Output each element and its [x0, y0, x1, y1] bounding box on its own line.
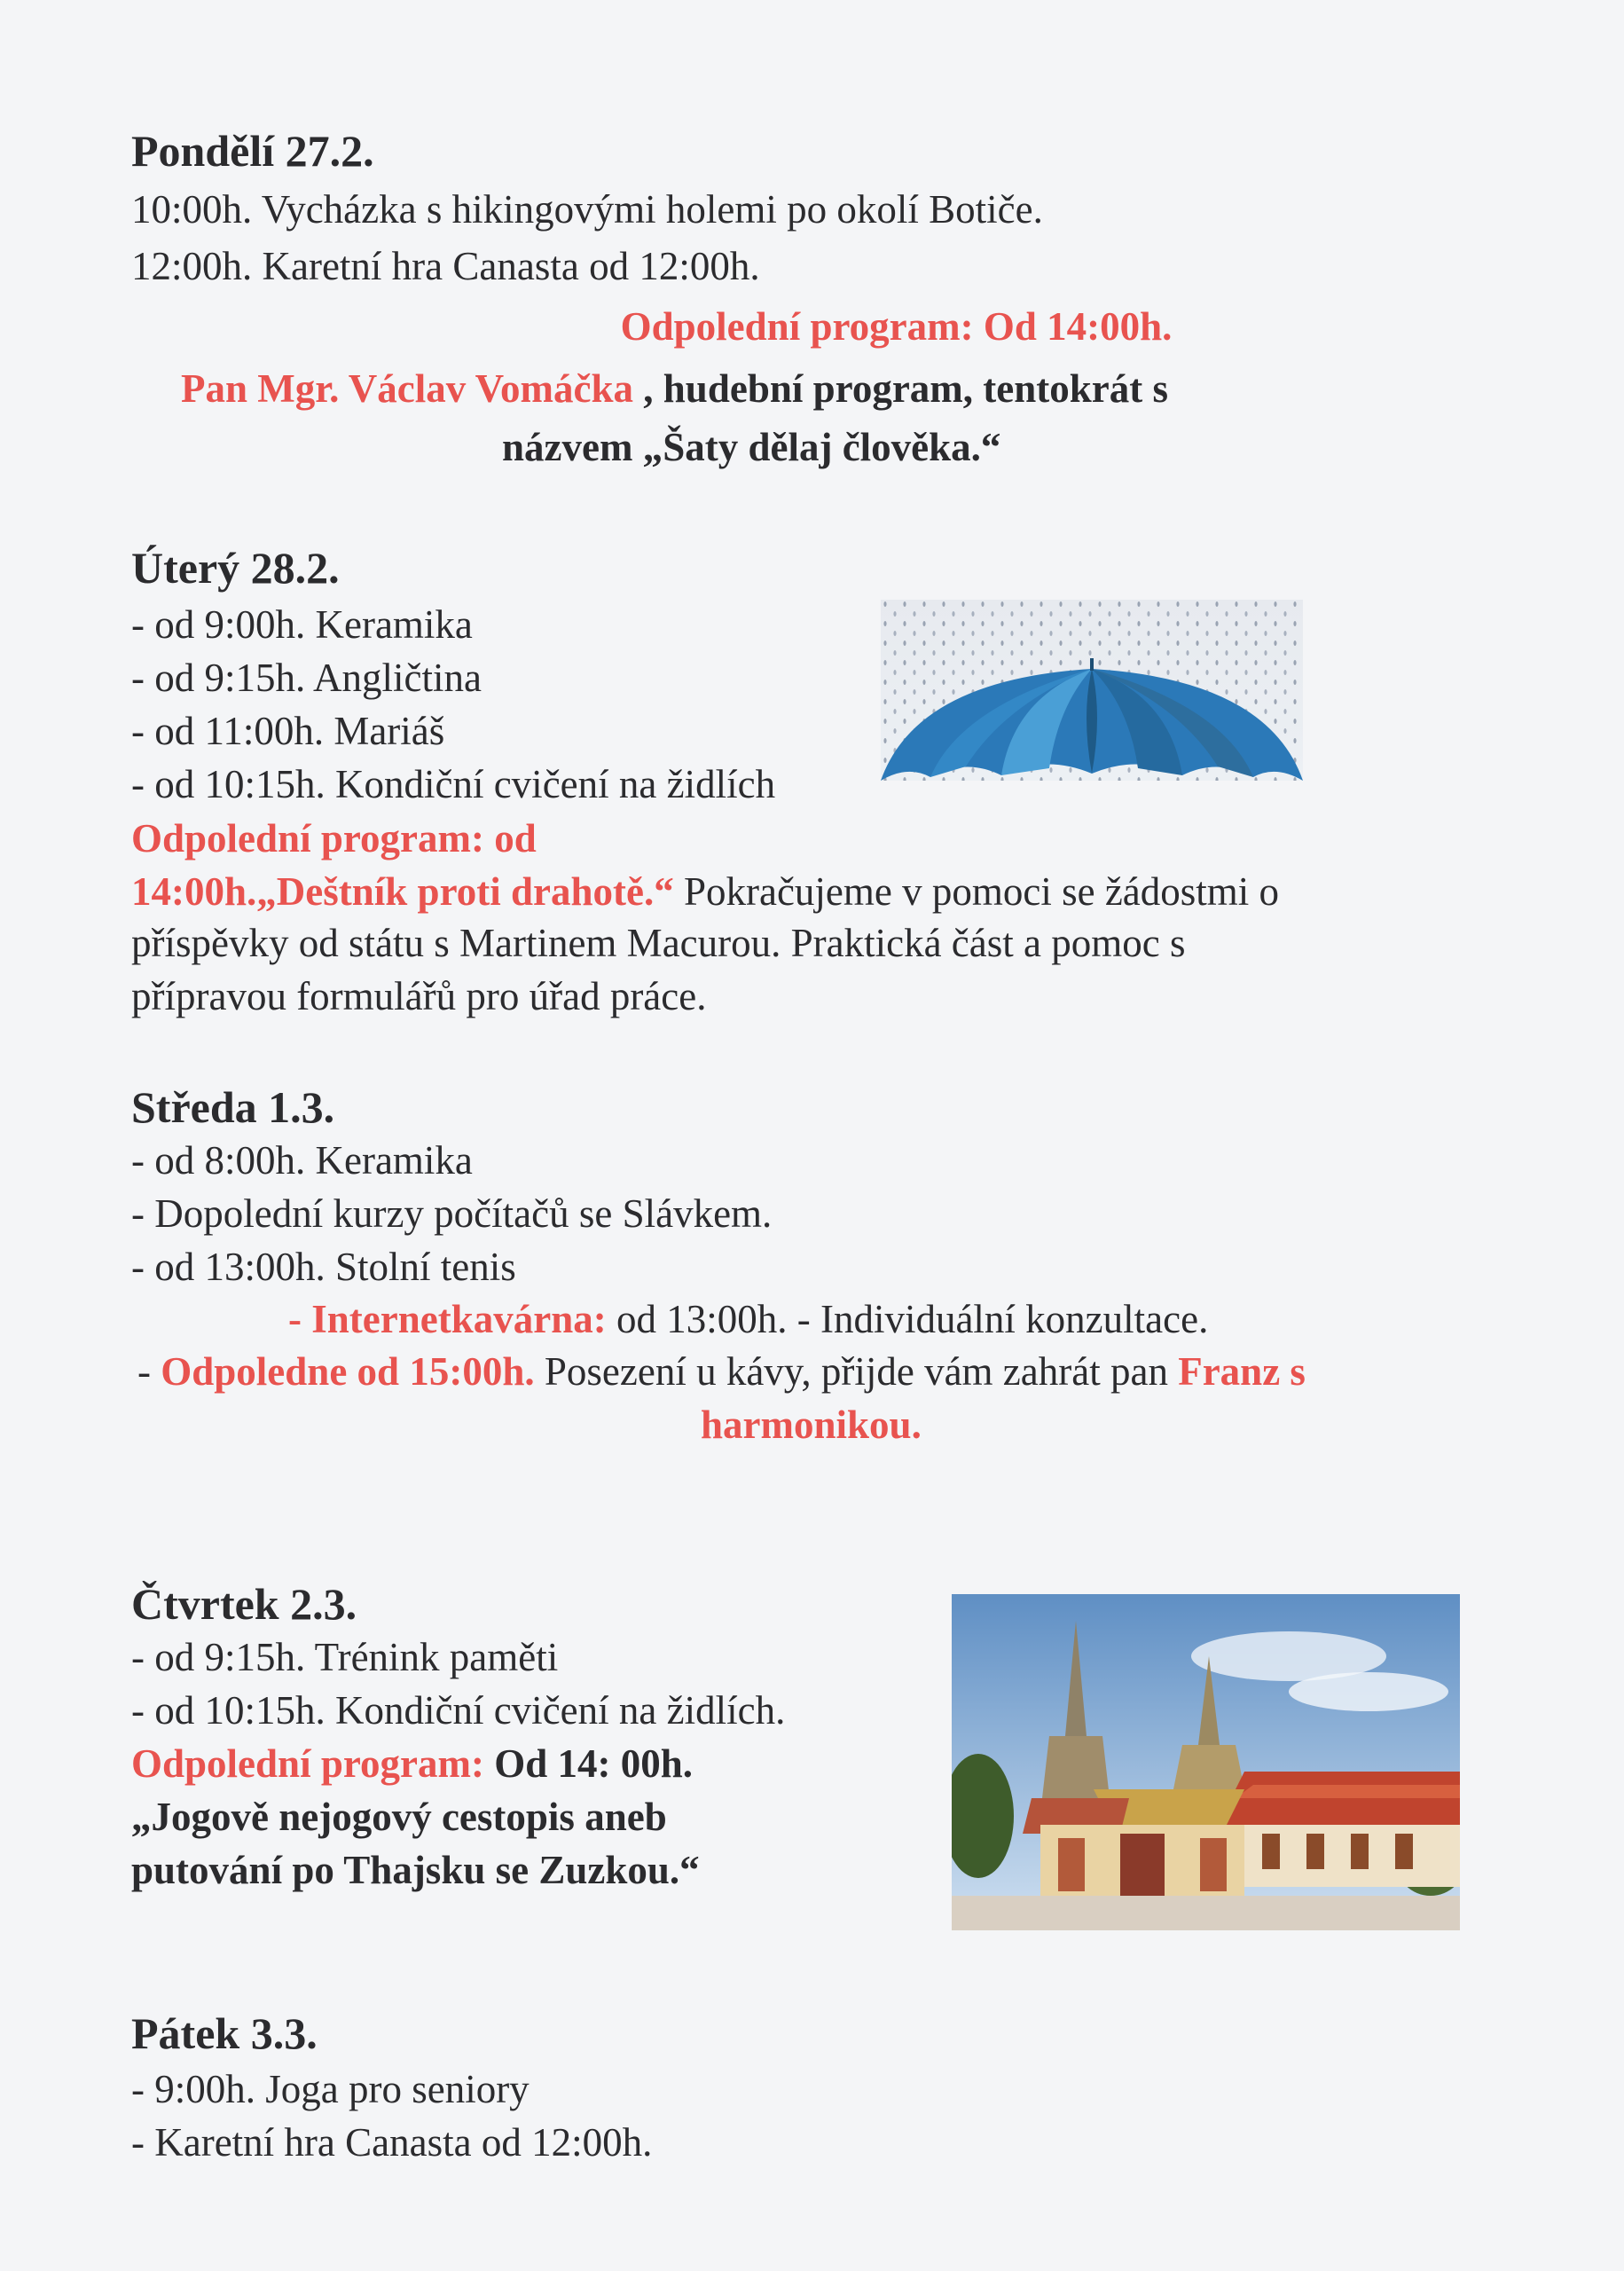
afternoon-title-tuesday: 14:00h.„Deštník proti drahotě.“	[131, 869, 674, 914]
list-item: 12:00h. Karetní hra Canasta od 12:00h.	[131, 244, 760, 288]
afternoon-heading-monday: Odpolední program: Od 14:00h.	[620, 304, 1173, 349]
speaker-name: Pan Mgr. Václav Vomáčka	[181, 366, 634, 411]
list-item: - od 10:15h. Kondiční cvičení na židlích.	[131, 1688, 786, 1733]
list-item: - od 9:15h. Trénink paměti	[131, 1635, 559, 1679]
umbrella-icon	[881, 600, 1303, 781]
program-title-line: „Jogově nejogový cestopis aneb	[131, 1795, 667, 1839]
list-item: - Dopolední kurzy počítačů se Slávkem.	[131, 1191, 773, 1236]
dash: -	[137, 1349, 161, 1394]
day-heading-friday: Pátek 3.3.	[131, 2008, 318, 2058]
afternoon-text: přípravou formulářů pro úřad práce.	[131, 974, 707, 1018]
temple-photo-icon	[952, 1594, 1460, 1930]
day-heading-wednesday: Středa 1.3.	[131, 1082, 335, 1132]
internet-cafe-text: od 13:00h. - Individuální konzultace.	[606, 1297, 1209, 1341]
list-item: - od 9:15h. Angličtina	[131, 656, 482, 700]
day-heading-monday: Pondělí 27.2.	[131, 126, 374, 176]
speaker-rest: , hudební program, tentokrát s	[633, 366, 1169, 411]
list-item: - od 11:00h. Mariáš	[131, 709, 445, 753]
afternoon-label-wednesday: Odpoledne od 15:00h.	[161, 1349, 535, 1394]
day-heading-thursday: Čtvrtek 2.3.	[131, 1579, 357, 1629]
performer-name: Franz s	[1178, 1349, 1306, 1394]
day-heading-tuesday: Úterý 28.2.	[131, 543, 340, 593]
list-item: - od 10:15h. Kondiční cvičení na židlích	[131, 762, 776, 806]
list-item: - od 9:00h. Keramika	[131, 602, 473, 647]
afternoon-label-thursday: Odpolední program:	[131, 1741, 484, 1786]
afternoon-text: příspěvky od státu s Martinem Macurou. Praktická část a pomoc s	[131, 921, 1186, 965]
program-title-line: názvem „Šaty dělaj člověka.“	[502, 425, 1001, 469]
wednesday-afternoon-line	[137, 1345, 1306, 1398]
list-item: - od 13:00h. Stolní tenis	[131, 1245, 516, 1289]
program-title-line: putování po Thajsku se Zuzkou.“	[131, 1848, 700, 1892]
tuesday-afternoon-line	[131, 865, 1279, 918]
list-item: 10:00h. Vycházka s hikingovými holemi po okolí Botiče.	[131, 187, 1043, 232]
afternoon-text: Posezení u kávy, přijde vám zahrát pan	[534, 1349, 1179, 1394]
list-item: - 9:00h. Joga pro seniory	[131, 2067, 530, 2111]
afternoon-time: Od 14: 00h.	[483, 1741, 694, 1786]
performer-name-2: harmonikou.	[701, 1403, 922, 1447]
list-item: - od 8:00h. Keramika	[131, 1138, 473, 1183]
thursday-afternoon-line	[131, 1737, 693, 1790]
internet-cafe-line	[288, 1293, 1208, 1346]
afternoon-text: Pokračujeme v pomoci se žádostmi o	[673, 869, 1280, 914]
monday-program-line	[181, 362, 1168, 415]
afternoon-label-tuesday: Odpolední program: od	[131, 816, 537, 860]
list-item: - Karetní hra Canasta od 12:00h.	[131, 2120, 653, 2165]
internet-cafe-label: - Internetkavárna:	[288, 1297, 607, 1341]
